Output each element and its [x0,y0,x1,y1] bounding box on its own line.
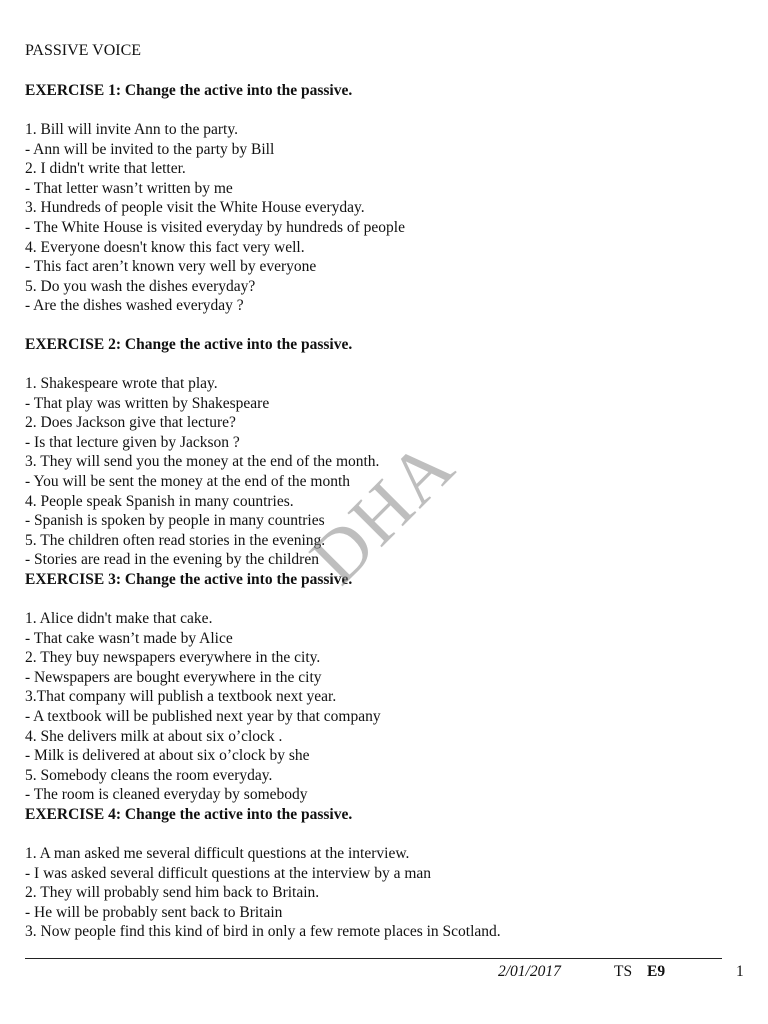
exercise-line: - That letter wasn’t written by me [25,179,233,197]
exercise-line: - Is that lecture given by Jackson ? [25,433,240,451]
exercise-line: 4. Everyone doesn't know this fact very well. [25,238,305,256]
exercise-line: 5. Do you wash the dishes everyday? [25,277,256,295]
exercise-line: 3. Hundreds of people visit the White House everyday. [25,199,365,217]
exercise-line: - The White House is visited everyday by hundreds of people [25,218,405,236]
exercise-line: 5. Somebody cleans the room everyday. [25,766,273,784]
footer-code: E9 [647,963,666,980]
footer-date: 2/01/2017 [498,963,561,980]
exercise-line: 2. They buy newspapers everywhere in the city. [25,649,321,667]
exercise-line: - Milk is delivered at about six o’clock by she [25,747,310,765]
page-number: 1 [736,963,744,980]
exercise-line: - You will be sent the money at the end of the month [25,472,351,490]
exercise-line: - This fact aren’t known very well by everyone [25,258,317,276]
exercise-line: - Ann will be invited to the party by Bill [25,140,275,158]
exercise-line: - The room is cleaned everyday by somebody [25,786,308,804]
exercise-line: - Stories are read in the evening by the children [25,551,319,569]
exercise-line: 1. Alice didn't make that cake. [25,610,213,627]
exercise-line: 4. People speak Spanish in many countries. [25,492,294,510]
exercise-heading: EXERCISE 2: Change the active into the passive. [25,336,353,353]
exercise-3 [25,570,381,805]
exercise-line: 5. The children often read stories in the evening. [25,531,326,549]
exercise-line: 2. I didn't write that letter. [25,160,186,178]
exercise-line: - Are the dishes washed everyday ? [25,297,244,315]
exercise-line: 1. A man asked me several difficult questions at the interview. [25,845,410,862]
exercise-4 [25,805,501,942]
footer-ts-label: TS [614,963,633,980]
exercise-line: 3.That company will publish a textbook next year. [25,688,337,706]
exercise-line: 2. Does Jackson give that lecture? [25,414,236,432]
exercise-heading: EXERCISE 3: Change the active into the passive. [25,571,353,588]
exercise-line: - Spanish is spoken by people in many countries [25,512,325,530]
exercise-heading: EXERCISE 4: Change the active into the passive. [25,806,353,823]
exercise-line: 4. She delivers milk at about six o’clock . [25,727,283,745]
exercise-line: - That cake wasn’t made by Alice [25,629,233,647]
exercise-heading: EXERCISE 1: Change the active into the passive. [25,82,353,99]
exercise-line: - That play was written by Shakespeare [25,394,270,412]
exercise-line: 3. Now people find this kind of bird in only a few remote places in Scotland. [25,923,501,941]
exercise-line: - He will be probably sent back to Britain [25,903,283,921]
exercise-line: - Newspapers are bought everywhere in the city [25,668,322,686]
exercise-line: - A textbook will be published next year by that company [25,707,381,725]
exercise-1 [25,81,405,316]
exercise-line: 1. Shakespeare wrote that play. [25,375,218,392]
watermark: DHA [295,424,471,600]
exercise-line: 1. Bill will invite Ann to the party. [25,121,238,138]
footer-divider [25,958,722,959]
exercise-line: 3. They will send you the money at the end of the month. [25,453,380,471]
exercise-2 [25,335,379,570]
page-title: PASSIVE VOICE [25,42,142,59]
exercise-line: - I was asked several difficult questions at the interview by a man [25,864,432,882]
exercise-line: 2. They will probably send him back to Britain. [25,884,320,902]
